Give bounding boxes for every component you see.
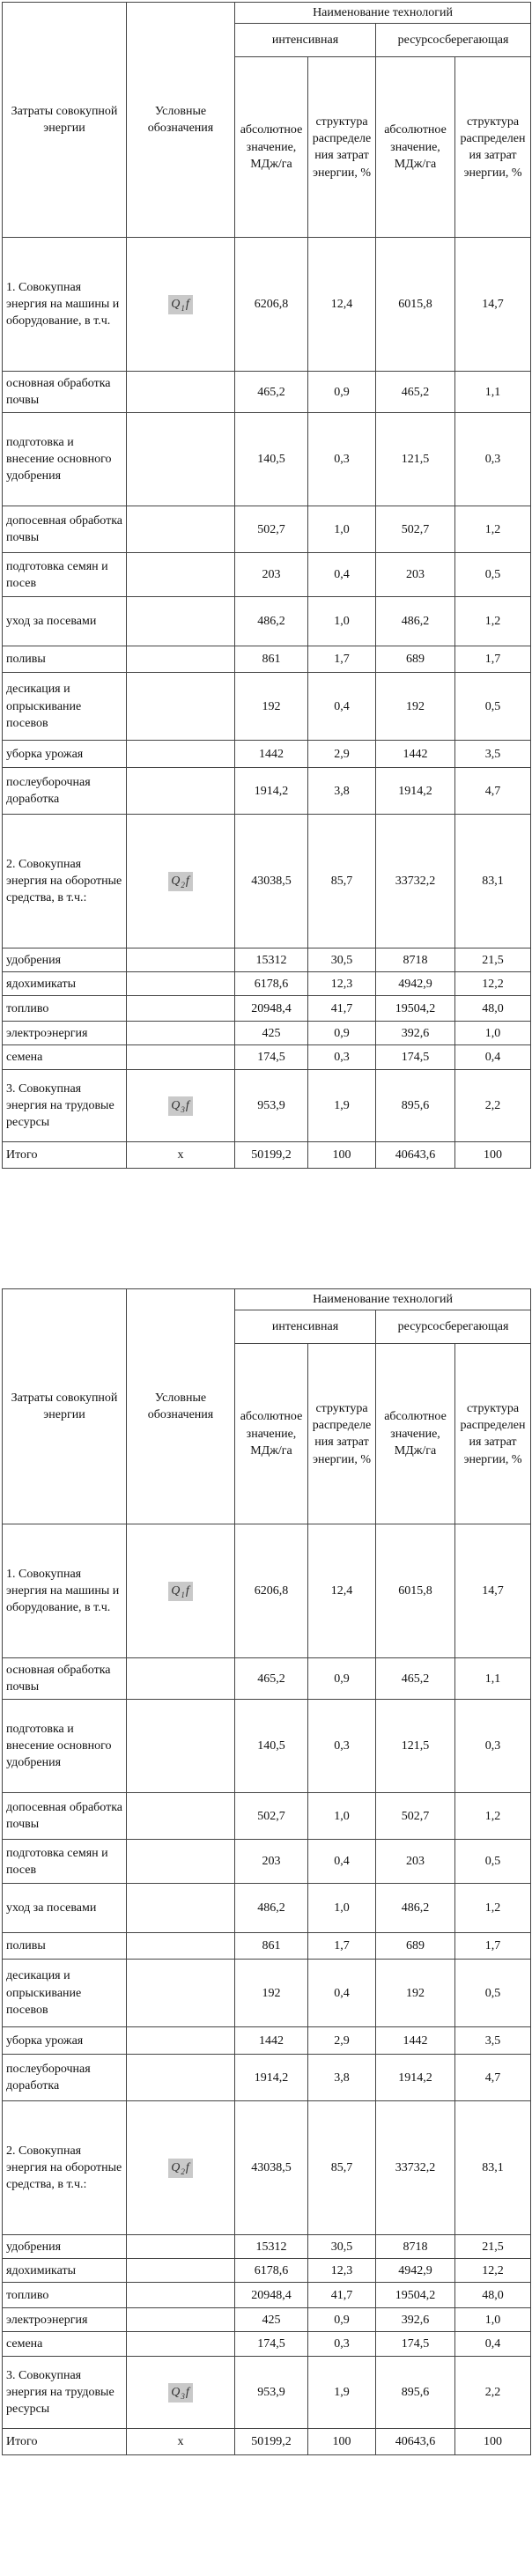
table-row bbox=[3, 646, 531, 673]
header-resource-saving: ресурсосберегающая bbox=[376, 24, 531, 57]
row-name: удобрения bbox=[3, 2235, 127, 2259]
cell-struct-int: 0,3 bbox=[308, 413, 376, 506]
row-symbol bbox=[127, 1045, 235, 1070]
cell-struct-int: 30,5 bbox=[308, 948, 376, 972]
energy-cost-table-1 bbox=[2, 2, 531, 1169]
cell-struct-int: 2,9 bbox=[308, 2027, 376, 2055]
cell-abs-int: 953,9 bbox=[235, 1070, 308, 1142]
table-row bbox=[3, 372, 531, 413]
cell-abs-int: 15312 bbox=[235, 2235, 308, 2259]
formula-q1-icon: $Q_1f$ bbox=[168, 1582, 193, 1601]
row-symbol bbox=[127, 972, 235, 996]
row-symbol bbox=[127, 553, 235, 597]
cell-struct-int: 3,8 bbox=[308, 2055, 376, 2101]
cell-struct-int: 1,9 bbox=[308, 2357, 376, 2429]
row-symbol bbox=[127, 2357, 235, 2429]
cell-struct-res: 83,1 bbox=[455, 815, 531, 948]
cell-abs-res: 1442 bbox=[376, 2027, 455, 2055]
cell-abs-res: 192 bbox=[376, 673, 455, 741]
row-name: подготовка и внесение основного удобрения bbox=[3, 1700, 127, 1793]
cell-abs-int: 50199,2 bbox=[235, 2429, 308, 2455]
cell-abs-res: 465,2 bbox=[376, 372, 455, 413]
cell-struct-int: 41,7 bbox=[308, 2283, 376, 2308]
cell-struct-int: 30,5 bbox=[308, 2235, 376, 2259]
table-row bbox=[3, 1960, 531, 2027]
table-row bbox=[3, 1884, 531, 1933]
table-row bbox=[3, 1045, 531, 1070]
row-name: подготовка и внесение основного удобрения bbox=[3, 413, 127, 506]
cell-struct-int: 12,3 bbox=[308, 972, 376, 996]
cell-abs-int: 140,5 bbox=[235, 413, 308, 506]
table-row bbox=[3, 2357, 531, 2429]
cell-abs-int: 6206,8 bbox=[235, 238, 308, 372]
cell-struct-int: 1,0 bbox=[308, 1793, 376, 1840]
cell-abs-res: 6015,8 bbox=[376, 1524, 455, 1658]
cell-struct-res: 14,7 bbox=[455, 1524, 531, 1658]
header-intensive: интенсивная bbox=[235, 24, 376, 57]
row-name: Итого bbox=[3, 1142, 127, 1169]
header-abs-resource: абсолютное значение, МДж/га bbox=[376, 1344, 455, 1524]
row-name: ядохимикаты bbox=[3, 2259, 127, 2283]
cell-struct-res: 0,4 bbox=[455, 2332, 531, 2357]
table-row bbox=[3, 1933, 531, 1960]
cell-struct-int: 41,7 bbox=[308, 996, 376, 1022]
formula-q2-icon: $Q_2f$ bbox=[168, 2159, 193, 2178]
cell-struct-int: 0,4 bbox=[308, 553, 376, 597]
cell-abs-res: 1442 bbox=[376, 741, 455, 768]
table-row bbox=[3, 1524, 531, 1658]
cell-abs-res: 895,6 bbox=[376, 1070, 455, 1142]
cell-abs-res: 1914,2 bbox=[376, 2055, 455, 2101]
cell-abs-res: 40643,6 bbox=[376, 2429, 455, 2455]
row-symbol bbox=[127, 673, 235, 741]
header-costs: Затраты совокупной энергии bbox=[3, 3, 127, 238]
row-name: топливо bbox=[3, 996, 127, 1022]
cell-abs-int: 861 bbox=[235, 1933, 308, 1960]
cell-abs-int: 425 bbox=[235, 1022, 308, 1045]
row-name: уборка урожая bbox=[3, 741, 127, 768]
cell-abs-int: 425 bbox=[235, 2308, 308, 2332]
cell-struct-res: 21,5 bbox=[455, 948, 531, 972]
cell-struct-int: 1,0 bbox=[308, 1884, 376, 1933]
row-symbol bbox=[127, 372, 235, 413]
table-row bbox=[3, 1070, 531, 1142]
energy-cost-table-2 bbox=[2, 1288, 531, 2455]
row-symbol bbox=[127, 1933, 235, 1960]
cell-struct-int: 85,7 bbox=[308, 815, 376, 948]
row-name: семена bbox=[3, 1045, 127, 1070]
header-struct-resource: структура распределения затрат энергии, % bbox=[455, 57, 531, 238]
row-name: допосевная обработка почвы bbox=[3, 506, 127, 553]
cell-struct-int: 0,9 bbox=[308, 1022, 376, 1045]
row-name: основная обработка почвы bbox=[3, 1658, 127, 1700]
table-row bbox=[3, 1793, 531, 1840]
cell-abs-res: 4942,9 bbox=[376, 972, 455, 996]
cell-abs-int: 953,9 bbox=[235, 2357, 308, 2429]
cell-struct-int: 0,9 bbox=[308, 372, 376, 413]
cell-abs-res: 33732,2 bbox=[376, 815, 455, 948]
cell-abs-int: 174,5 bbox=[235, 2332, 308, 2357]
formula-q1-icon: $Q_1f$ bbox=[168, 295, 193, 314]
table-row bbox=[3, 2332, 531, 2357]
row-symbol bbox=[127, 1960, 235, 2027]
table-row bbox=[3, 673, 531, 741]
cell-abs-res: 502,7 bbox=[376, 506, 455, 553]
cell-abs-int: 1914,2 bbox=[235, 768, 308, 815]
cell-struct-res: 1,7 bbox=[455, 646, 531, 673]
table-row bbox=[3, 413, 531, 506]
row-symbol bbox=[127, 646, 235, 673]
row-name: электроэнергия bbox=[3, 1022, 127, 1045]
row-name: десикация и опрыскивание посевов bbox=[3, 1960, 127, 2027]
row-symbol bbox=[127, 1700, 235, 1793]
row-symbol: x bbox=[127, 1142, 235, 1169]
row-symbol bbox=[127, 1022, 235, 1045]
row-name: 3. Совокупная энергия на трудовые ресурсы bbox=[3, 2357, 127, 2429]
table-row bbox=[3, 741, 531, 768]
row-symbol bbox=[127, 506, 235, 553]
cell-struct-res: 1,1 bbox=[455, 372, 531, 413]
table-row bbox=[3, 2259, 531, 2283]
cell-abs-res: 8718 bbox=[376, 2235, 455, 2259]
row-name: ядохимикаты bbox=[3, 972, 127, 996]
header-symbols: Условные обозначения bbox=[127, 1289, 235, 1524]
cell-abs-int: 1442 bbox=[235, 2027, 308, 2055]
header-abs-resource: абсолютное значение, МДж/га bbox=[376, 57, 455, 238]
row-symbol bbox=[127, 2332, 235, 2357]
cell-struct-res: 4,7 bbox=[455, 2055, 531, 2101]
cell-struct-int: 85,7 bbox=[308, 2101, 376, 2235]
cell-struct-int: 1,9 bbox=[308, 1070, 376, 1142]
header-struct-intensive: структура распределения затрат энергии, % bbox=[308, 1344, 376, 1524]
row-symbol bbox=[127, 1884, 235, 1933]
cell-struct-res: 1,0 bbox=[455, 2308, 531, 2332]
row-name: уход за посевами bbox=[3, 597, 127, 646]
cell-struct-res: 0,5 bbox=[455, 553, 531, 597]
cell-struct-int: 0,4 bbox=[308, 673, 376, 741]
cell-struct-res: 0,3 bbox=[455, 413, 531, 506]
cell-struct-res: 2,2 bbox=[455, 1070, 531, 1142]
cell-abs-res: 486,2 bbox=[376, 1884, 455, 1933]
cell-abs-int: 486,2 bbox=[235, 597, 308, 646]
row-name: 1. Совокупная энергия на машины и оборудование, в т.ч. bbox=[3, 1524, 127, 1658]
row-name: электроэнергия bbox=[3, 2308, 127, 2332]
cell-struct-res: 3,5 bbox=[455, 741, 531, 768]
row-name: послеуборочная доработка bbox=[3, 768, 127, 815]
row-symbol bbox=[127, 2308, 235, 2332]
cell-struct-int: 0,3 bbox=[308, 2332, 376, 2357]
cell-struct-res: 3,5 bbox=[455, 2027, 531, 2055]
table-row bbox=[3, 2101, 531, 2235]
row-symbol: x bbox=[127, 2429, 235, 2455]
cell-struct-res: 0,5 bbox=[455, 1840, 531, 1884]
table-row bbox=[3, 2283, 531, 2308]
row-name: удобрения bbox=[3, 948, 127, 972]
table-row bbox=[3, 972, 531, 996]
cell-abs-res: 203 bbox=[376, 1840, 455, 1884]
row-name: 1. Совокупная энергия на машины и оборудование, в т.ч. bbox=[3, 238, 127, 372]
row-symbol bbox=[127, 1658, 235, 1700]
row-name: послеуборочная доработка bbox=[3, 2055, 127, 2101]
row-symbol bbox=[127, 815, 235, 948]
cell-struct-res: 14,7 bbox=[455, 238, 531, 372]
row-symbol bbox=[127, 2055, 235, 2101]
cell-struct-res: 1,7 bbox=[455, 1933, 531, 1960]
cell-struct-res: 0,4 bbox=[455, 1045, 531, 1070]
cell-abs-int: 174,5 bbox=[235, 1045, 308, 1070]
cell-abs-int: 203 bbox=[235, 553, 308, 597]
cell-abs-int: 203 bbox=[235, 1840, 308, 1884]
table-row bbox=[3, 238, 531, 372]
table-row bbox=[3, 1840, 531, 1884]
cell-struct-int: 100 bbox=[308, 2429, 376, 2455]
row-name: семена bbox=[3, 2332, 127, 2357]
table-row bbox=[3, 506, 531, 553]
cell-abs-int: 861 bbox=[235, 646, 308, 673]
header-costs: Затраты совокупной энергии bbox=[3, 1289, 127, 1524]
table-row bbox=[3, 1022, 531, 1045]
cell-abs-res: 192 bbox=[376, 1960, 455, 2027]
cell-struct-res: 0,5 bbox=[455, 673, 531, 741]
cell-abs-res: 121,5 bbox=[376, 413, 455, 506]
row-symbol bbox=[127, 768, 235, 815]
cell-abs-res: 174,5 bbox=[376, 1045, 455, 1070]
cell-abs-int: 6178,6 bbox=[235, 2259, 308, 2283]
cell-abs-int: 43038,5 bbox=[235, 2101, 308, 2235]
cell-struct-int: 12,4 bbox=[308, 238, 376, 372]
header-resource-saving: ресурсосберегающая bbox=[376, 1310, 531, 1344]
table-row bbox=[3, 597, 531, 646]
cell-abs-res: 392,6 bbox=[376, 2308, 455, 2332]
table-row bbox=[3, 553, 531, 597]
table-row bbox=[3, 2308, 531, 2332]
table-row bbox=[3, 1142, 531, 1169]
cell-abs-res: 1914,2 bbox=[376, 768, 455, 815]
table-row bbox=[3, 2055, 531, 2101]
row-symbol bbox=[127, 2259, 235, 2283]
cell-struct-res: 100 bbox=[455, 1142, 531, 1169]
cell-abs-int: 50199,2 bbox=[235, 1142, 308, 1169]
table-row bbox=[3, 768, 531, 815]
cell-abs-res: 121,5 bbox=[376, 1700, 455, 1793]
cell-struct-int: 1,0 bbox=[308, 597, 376, 646]
cell-struct-res: 48,0 bbox=[455, 996, 531, 1022]
row-symbol bbox=[127, 1840, 235, 1884]
cell-struct-res: 21,5 bbox=[455, 2235, 531, 2259]
cell-abs-int: 192 bbox=[235, 1960, 308, 2027]
cell-abs-int: 1442 bbox=[235, 741, 308, 768]
cell-abs-int: 20948,4 bbox=[235, 996, 308, 1022]
row-name: поливы bbox=[3, 646, 127, 673]
cell-abs-int: 502,7 bbox=[235, 506, 308, 553]
row-symbol bbox=[127, 996, 235, 1022]
row-symbol bbox=[127, 948, 235, 972]
cell-struct-res: 1,0 bbox=[455, 1022, 531, 1045]
cell-abs-res: 465,2 bbox=[376, 1658, 455, 1700]
formula-q3-icon: $Q_3f$ bbox=[168, 2383, 193, 2403]
cell-struct-int: 0,3 bbox=[308, 1700, 376, 1793]
cell-abs-int: 465,2 bbox=[235, 372, 308, 413]
cell-struct-int: 1,7 bbox=[308, 646, 376, 673]
row-symbol bbox=[127, 1070, 235, 1142]
cell-abs-res: 689 bbox=[376, 646, 455, 673]
row-name: 2. Совокупная энергия на оборотные средства, в т.ч.: bbox=[3, 815, 127, 948]
header-abs-intensive: абсолютное значение, МДж/га bbox=[235, 57, 308, 238]
header-tech-group: Наименование технологий bbox=[235, 1289, 531, 1310]
header-intensive: интенсивная bbox=[235, 1310, 376, 1344]
cell-abs-int: 43038,5 bbox=[235, 815, 308, 948]
cell-abs-res: 40643,6 bbox=[376, 1142, 455, 1169]
cell-struct-int: 0,9 bbox=[308, 2308, 376, 2332]
table-row bbox=[3, 996, 531, 1022]
cell-abs-int: 465,2 bbox=[235, 1658, 308, 1700]
cell-abs-int: 486,2 bbox=[235, 1884, 308, 1933]
row-name: уборка урожая bbox=[3, 2027, 127, 2055]
header-struct-intensive: структура распределения затрат энергии, % bbox=[308, 57, 376, 238]
cell-abs-res: 203 bbox=[376, 553, 455, 597]
cell-abs-res: 4942,9 bbox=[376, 2259, 455, 2283]
cell-struct-int: 0,3 bbox=[308, 1045, 376, 1070]
cell-abs-res: 19504,2 bbox=[376, 996, 455, 1022]
cell-struct-int: 3,8 bbox=[308, 768, 376, 815]
table-row bbox=[3, 2429, 531, 2455]
row-name: топливо bbox=[3, 2283, 127, 2308]
row-name: допосевная обработка почвы bbox=[3, 1793, 127, 1840]
cell-struct-res: 83,1 bbox=[455, 2101, 531, 2235]
table-row bbox=[3, 2235, 531, 2259]
row-symbol bbox=[127, 413, 235, 506]
row-symbol bbox=[127, 2027, 235, 2055]
cell-abs-int: 6178,6 bbox=[235, 972, 308, 996]
cell-abs-int: 15312 bbox=[235, 948, 308, 972]
cell-struct-int: 100 bbox=[308, 1142, 376, 1169]
header-symbols: Условные обозначения bbox=[127, 3, 235, 238]
row-name: десикация и опрыскивание посевов bbox=[3, 673, 127, 741]
cell-abs-int: 6206,8 bbox=[235, 1524, 308, 1658]
cell-abs-res: 895,6 bbox=[376, 2357, 455, 2429]
row-name: уход за посевами bbox=[3, 1884, 127, 1933]
cell-struct-int: 0,4 bbox=[308, 1960, 376, 2027]
cell-struct-res: 48,0 bbox=[455, 2283, 531, 2308]
cell-abs-res: 392,6 bbox=[376, 1022, 455, 1045]
cell-abs-int: 502,7 bbox=[235, 1793, 308, 1840]
table-row bbox=[3, 1700, 531, 1793]
cell-struct-res: 2,2 bbox=[455, 2357, 531, 2429]
cell-struct-res: 12,2 bbox=[455, 2259, 531, 2283]
cell-struct-int: 1,7 bbox=[308, 1933, 376, 1960]
row-name: подготовка семян и посев bbox=[3, 553, 127, 597]
table-row bbox=[3, 2027, 531, 2055]
row-name: основная обработка почвы bbox=[3, 372, 127, 413]
cell-struct-int: 0,9 bbox=[308, 1658, 376, 1700]
cell-struct-res: 1,1 bbox=[455, 1658, 531, 1700]
row-name: подготовка семян и посев bbox=[3, 1840, 127, 1884]
cell-struct-res: 0,5 bbox=[455, 1960, 531, 2027]
cell-abs-res: 19504,2 bbox=[376, 2283, 455, 2308]
cell-struct-int: 12,4 bbox=[308, 1524, 376, 1658]
cell-struct-res: 0,3 bbox=[455, 1700, 531, 1793]
cell-abs-res: 502,7 bbox=[376, 1793, 455, 1840]
row-symbol bbox=[127, 2235, 235, 2259]
cell-struct-res: 4,7 bbox=[455, 768, 531, 815]
cell-abs-res: 33732,2 bbox=[376, 2101, 455, 2235]
row-symbol bbox=[127, 1524, 235, 1658]
row-name: Итого bbox=[3, 2429, 127, 2455]
cell-struct-int: 2,9 bbox=[308, 741, 376, 768]
table-row bbox=[3, 815, 531, 948]
cell-struct-res: 1,2 bbox=[455, 1793, 531, 1840]
row-name: поливы bbox=[3, 1933, 127, 1960]
row-name: 2. Совокупная энергия на оборотные средства, в т.ч.: bbox=[3, 2101, 127, 2235]
formula-q3-icon: $Q_3f$ bbox=[168, 1096, 193, 1116]
row-name: 3. Совокупная энергия на трудовые ресурсы bbox=[3, 1070, 127, 1142]
cell-struct-int: 1,0 bbox=[308, 506, 376, 553]
row-symbol bbox=[127, 597, 235, 646]
cell-struct-res: 1,2 bbox=[455, 506, 531, 553]
cell-abs-res: 486,2 bbox=[376, 597, 455, 646]
header-abs-intensive: абсолютное значение, МДж/га bbox=[235, 1344, 308, 1524]
cell-struct-res: 1,2 bbox=[455, 1884, 531, 1933]
row-symbol bbox=[127, 1793, 235, 1840]
header-tech-group: Наименование технологий bbox=[235, 3, 531, 24]
cell-abs-int: 192 bbox=[235, 673, 308, 741]
cell-abs-res: 689 bbox=[376, 1933, 455, 1960]
cell-abs-res: 8718 bbox=[376, 948, 455, 972]
cell-abs-int: 1914,2 bbox=[235, 2055, 308, 2101]
table-row bbox=[3, 948, 531, 972]
cell-abs-res: 174,5 bbox=[376, 2332, 455, 2357]
cell-struct-res: 1,2 bbox=[455, 597, 531, 646]
formula-q2-icon: $Q_2f$ bbox=[168, 872, 193, 891]
row-symbol bbox=[127, 2101, 235, 2235]
cell-abs-int: 20948,4 bbox=[235, 2283, 308, 2308]
row-symbol bbox=[127, 238, 235, 372]
cell-struct-int: 0,4 bbox=[308, 1840, 376, 1884]
cell-struct-res: 100 bbox=[455, 2429, 531, 2455]
row-symbol bbox=[127, 741, 235, 768]
table-row bbox=[3, 1658, 531, 1700]
cell-abs-int: 140,5 bbox=[235, 1700, 308, 1793]
cell-struct-res: 12,2 bbox=[455, 972, 531, 996]
cell-abs-res: 6015,8 bbox=[376, 238, 455, 372]
row-symbol bbox=[127, 2283, 235, 2308]
header-struct-resource: структура распределения затрат энергии, % bbox=[455, 1344, 531, 1524]
cell-struct-int: 12,3 bbox=[308, 2259, 376, 2283]
